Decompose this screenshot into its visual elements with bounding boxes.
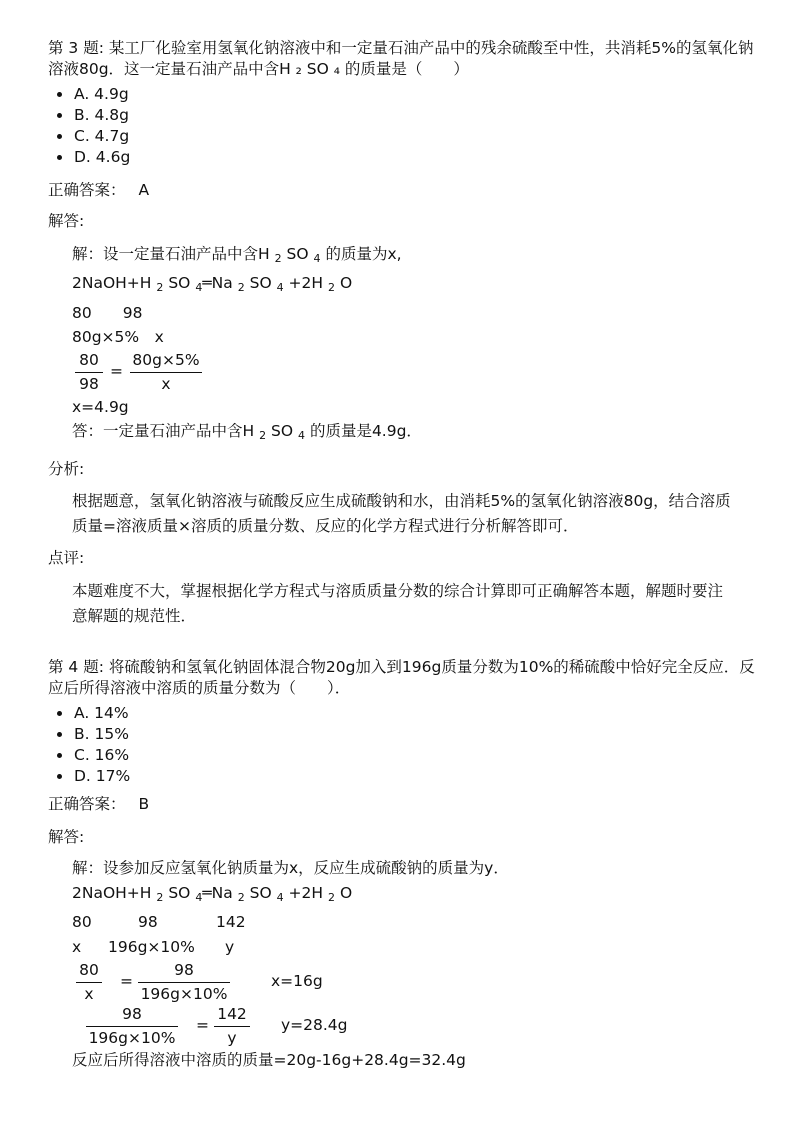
q4-var-3: y: [225, 938, 235, 956]
q3-ratio-bottom: 80g×5% x: [72, 328, 164, 346]
question-4-text: 第 4 题: 将硫酸钠和氢氧化钠固体混合物20g加入到196g质量分数为10%的稀硫酸中恰好完全反应．反应后所得溶液中溶质的质量分数为（ ）．: [48, 658, 755, 697]
q4-solution-label: 解答:: [48, 828, 85, 846]
q3-correct-answer: [48, 180, 149, 201]
q3-ratio-top: 80 98: [72, 304, 143, 322]
q3-sol-line1: 解：设一定量石油产品中含H $_2$ SO $_4$ 的质量为x,: [72, 245, 402, 265]
q4-equals-2: =: [196, 1016, 209, 1034]
q4-var-2: 196g×10%: [108, 938, 195, 956]
q3-comment-text: 本题难度不大，掌握根据化学方程式与溶质质量分数的综合计算即可正确解答本题，解题时要注意解题的规范性．: [72, 582, 724, 625]
option-b: B. 15%: [74, 724, 760, 745]
answer-label: 正确答案：: [48, 181, 126, 199]
option-d: D. 17%: [74, 766, 760, 787]
q4-sol-line1: 解：设参加反应氢氧化钠质量为x，反应生成硫酸钠的质量为y．: [72, 859, 509, 877]
option-d: D. 4.6g: [74, 147, 760, 168]
answer-label: 正确答案：: [48, 795, 126, 813]
option-b: B. 4.8g: [74, 105, 760, 126]
option-c: C. 4.7g: [74, 126, 760, 147]
option-a: A. 14%: [74, 703, 760, 724]
q4-fraction-1: $\frac{80}{x}$: [76, 960, 102, 1005]
q4-mass-2: 98: [138, 913, 158, 931]
q4-fraction-4: $\frac{142}{y}$: [214, 1004, 250, 1049]
q4-result-2: y=28.4g: [281, 1016, 348, 1034]
q4-chemical-equation: 2NaOH+H $_2$ SO $_4$═Na $_2$ SO $_4$ +2H $_2$ O: [72, 884, 353, 904]
q3-equals: =: [110, 362, 123, 380]
q3-analysis-text: 根据题意，氢氧化钠溶液与硫酸反应生成硫酸钠和水，由消耗5%的氢氧化钠溶液80g，结合溶质质量=溶液质量×溶质的质量分数、反应的化学方程式进行分析解答即可．: [72, 492, 731, 535]
question-4-options: [48, 703, 760, 787]
option-c: C. 16%: [74, 745, 760, 766]
q4-equals-1: =: [120, 972, 133, 990]
question-4: [48, 657, 760, 787]
q4-result-1: x=16g: [271, 972, 323, 990]
q3-comment-label: 点评:: [48, 549, 85, 567]
q4-fraction-2: $\frac{98}{196g\times 10\%}$: [138, 960, 230, 1005]
answer-value: B: [138, 795, 150, 813]
question-3: [48, 38, 760, 168]
q3-final-answer: 答：一定量石油产品中含H $_2$ SO $_4$ 的质量是4.9g．: [72, 422, 422, 442]
q4-mass-1: 80: [72, 913, 92, 931]
q4-mass-3: 142: [216, 913, 246, 931]
q4-fraction-3: $\frac{98}{196g\times 10\%}$: [86, 1004, 178, 1049]
q3-solution-label: 解答:: [48, 212, 85, 230]
q3-result: x=4.9g: [72, 398, 129, 416]
answer-value: A: [138, 181, 150, 199]
q4-var-1: x: [72, 938, 82, 956]
q3-fraction-1: $\frac{80}{98}$: [75, 350, 103, 395]
question-3-text: 第 3 题: 某工厂化验室用氢氧化钠溶液中和一定量石油产品中的残余硫酸至中性，共消耗5%的氢氧化钠溶液80g．这一定量石油产品中含H ₂ SO ₄ 的质量是（ ）: [48, 39, 754, 78]
q3-fraction-2: $\frac{80g\times 5\%}{x}$: [130, 350, 202, 395]
q4-correct-answer: [48, 794, 149, 815]
question-3-options: [48, 84, 760, 168]
q3-analysis-label: 分析:: [48, 460, 85, 478]
option-a: A. 4.9g: [74, 84, 760, 105]
q3-chemical-equation: 2NaOH+H $_2$ SO $_4$═Na $_2$ SO $_4$ +2H $_2$ O: [72, 274, 353, 294]
q4-final: 反应后所得溶液中溶质的质量=20g-16g+28.4g=32.4g: [72, 1051, 466, 1069]
